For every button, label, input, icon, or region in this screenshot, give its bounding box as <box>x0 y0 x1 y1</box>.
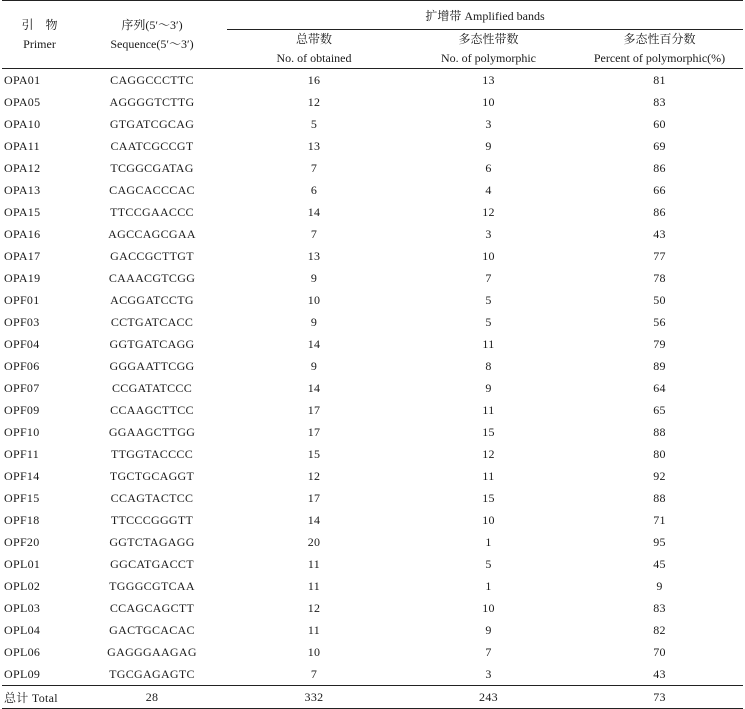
obtained-cell: 5 <box>310 116 318 131</box>
percent-cell: 60 <box>653 116 666 131</box>
table-row <box>2 443 743 465</box>
primer-cell: OPF10 <box>4 424 40 439</box>
total-percent: 73 <box>576 686 743 709</box>
table-row <box>2 223 743 245</box>
table-row <box>2 377 743 399</box>
polymorphic-bands-header <box>401 30 576 69</box>
obtained-cell: 14 <box>307 336 321 351</box>
sequence-cell: CCAGCAGCTT <box>109 600 195 615</box>
obtained-cell: 14 <box>307 204 321 219</box>
primer-cell: OPA05 <box>4 94 41 109</box>
obtained-cell: 9 <box>310 358 318 373</box>
polymorphic-cell: 7 <box>485 644 492 659</box>
primer-cell: OPA11 <box>4 138 40 153</box>
table-row <box>2 553 743 575</box>
percent-cell: 77 <box>653 248 666 263</box>
sequence-cell: TTCCCGGGTT <box>110 512 194 527</box>
polymorphic-cell: 3 <box>485 116 492 131</box>
polymorphic-bands-header-en: No. of polymorphic <box>441 51 536 65</box>
table-row <box>2 135 743 157</box>
sequence-column-header <box>77 1 227 69</box>
primer-cell: OPA19 <box>4 270 41 285</box>
polymorphic-cell: 5 <box>485 314 492 329</box>
table-row <box>2 487 743 509</box>
obtained-cell: 7 <box>310 666 318 681</box>
polymorphic-cell: 3 <box>485 666 492 681</box>
polymorphic-cell: 10 <box>482 512 495 527</box>
obtained-cell: 10 <box>307 644 321 659</box>
table-row <box>2 245 743 267</box>
primer-cell: OPF18 <box>4 512 40 527</box>
polymorphic-cell: 15 <box>482 424 495 439</box>
percent-cell: 92 <box>653 468 666 483</box>
total-polymorphic: 243 <box>401 686 576 709</box>
sequence-cell: CCTGATCACC <box>110 314 194 329</box>
total-obtained: 332 <box>227 686 401 709</box>
primer-cell: OPF20 <box>4 534 40 549</box>
polymorphic-cell: 9 <box>485 380 492 395</box>
percent-cell: 71 <box>653 512 666 527</box>
polymorphic-cell: 12 <box>482 204 495 219</box>
table-row <box>2 619 743 641</box>
table-row <box>2 575 743 597</box>
polymorphic-cell: 11 <box>482 336 495 351</box>
primer-cell: OPF04 <box>4 336 40 351</box>
percent-cell: 86 <box>653 160 666 175</box>
obtained-cell: 10 <box>307 292 321 307</box>
total-row <box>2 686 743 709</box>
table-row <box>2 289 743 311</box>
sequence-cell: CAAACGTCGG <box>108 270 196 285</box>
sequence-cell: TCGGCGATAG <box>110 160 194 175</box>
primer-cell: OPA16 <box>4 226 41 241</box>
polymorphic-cell: 8 <box>485 358 492 373</box>
sequence-header-cn: 序列(5′～3′) <box>121 17 183 32</box>
sequence-cell: GACTGCACAC <box>109 622 195 637</box>
sequence-cell: GGTCTAGAGG <box>109 534 195 549</box>
primer-cell: OPL03 <box>4 600 41 615</box>
primer-cell: OPA12 <box>4 160 41 175</box>
sequence-cell: ACGGATCCTG <box>110 292 194 307</box>
percent-cell: 65 <box>653 402 666 417</box>
total-sequence-count: 28 <box>77 686 227 709</box>
table-row <box>2 69 743 92</box>
percent-cell: 88 <box>653 424 666 439</box>
obtained-cell: 20 <box>307 534 321 549</box>
primer-cell: OPL04 <box>4 622 41 637</box>
obtained-cell: 6 <box>310 182 318 197</box>
polymorphic-cell: 7 <box>485 270 492 285</box>
sequence-cell: AGGGGTCTTG <box>109 94 195 109</box>
obtained-cell: 13 <box>307 138 321 153</box>
percent-cell: 50 <box>653 292 666 307</box>
obtained-cell: 12 <box>307 600 321 615</box>
percent-cell: 9 <box>656 578 663 593</box>
obtained-cell: 14 <box>307 380 321 395</box>
polymorphic-cell: 1 <box>485 578 492 593</box>
percent-cell: 83 <box>653 600 666 615</box>
primer-cell: OPF15 <box>4 490 40 505</box>
table-row <box>2 91 743 113</box>
primer-cell: OPA10 <box>4 116 41 131</box>
obtained-cell: 9 <box>310 270 318 285</box>
sequence-cell: CAGCACCCAC <box>109 182 195 197</box>
table-row <box>2 201 743 223</box>
primer-cell: OPF06 <box>4 358 40 373</box>
percent-cell: 81 <box>653 72 666 87</box>
table-row <box>2 333 743 355</box>
polymorphic-cell: 15 <box>482 490 495 505</box>
percent-polymorphic-header-cn: 多态性百分数 <box>623 32 696 46</box>
polymorphic-cell: 9 <box>485 138 492 153</box>
obtained-cell: 9 <box>310 314 318 329</box>
percent-cell: 43 <box>653 666 666 681</box>
sequence-cell: TTCCGAACCC <box>110 204 194 219</box>
obtained-cell: 11 <box>307 578 321 593</box>
percent-cell: 83 <box>653 94 666 109</box>
sequence-header-en: Sequence(5′～3′) <box>110 36 194 51</box>
primer-cell: OPL02 <box>4 578 41 593</box>
polymorphic-bands-header-cn: 多态性带数 <box>458 32 519 46</box>
primer-cell: OPA01 <box>4 72 41 87</box>
polymorphic-cell: 9 <box>485 622 492 637</box>
obtained-cell: 17 <box>307 490 321 505</box>
percent-cell: 80 <box>653 446 666 461</box>
polymorphic-cell: 4 <box>485 182 492 197</box>
polymorphic-cell: 6 <box>485 160 492 175</box>
table-row <box>2 311 743 333</box>
polymorphic-cell: 10 <box>482 94 495 109</box>
total-bands-header-en: No. of obtained <box>276 51 352 65</box>
primer-header-en: Primer <box>23 36 56 51</box>
sequence-cell: TGCGAGAGTC <box>109 666 195 681</box>
table-row <box>2 509 743 531</box>
percent-polymorphic-header-en: Percent of polymorphic(%) <box>593 51 726 65</box>
total-bands-header <box>227 30 401 69</box>
table-row <box>2 531 743 553</box>
sequence-cell: AGCCAGCGAA <box>108 226 196 241</box>
sequence-cell: TGGGCGTCAA <box>109 578 195 593</box>
percent-cell: 82 <box>653 622 666 637</box>
table-row <box>2 267 743 289</box>
obtained-cell: 14 <box>307 512 321 527</box>
sequence-cell: GACCGCTTGT <box>110 248 194 263</box>
obtained-cell: 7 <box>310 160 318 175</box>
table-row <box>2 597 743 619</box>
table-row <box>2 113 743 135</box>
sequence-cell: GGGAATTCGG <box>109 358 195 373</box>
total-label: 总计 Total <box>2 686 77 709</box>
sequence-cell: CAGGCCCTTC <box>110 72 194 87</box>
percent-cell: 95 <box>653 534 666 549</box>
obtained-cell: 11 <box>307 556 321 571</box>
percent-cell: 86 <box>653 204 666 219</box>
table-row <box>2 663 743 686</box>
amplified-bands-header: 扩增带 Amplified bands <box>227 1 743 30</box>
percent-cell: 45 <box>653 556 666 571</box>
sequence-cell: CCAAGCTTCC <box>110 402 194 417</box>
primer-cell: OPL01 <box>4 556 41 571</box>
primer-cell: OPF09 <box>4 402 40 417</box>
sequence-cell: CCGATATCCC <box>111 380 193 395</box>
obtained-cell: 17 <box>307 402 321 417</box>
table-row <box>2 399 743 421</box>
primer-cell: OPL09 <box>4 666 41 681</box>
table-row <box>2 421 743 443</box>
table-header <box>2 1 743 69</box>
primer-cell: OPF11 <box>4 446 40 461</box>
sequence-cell: CAATCGCCGT <box>110 138 194 153</box>
sequence-cell: CCAGTACTCC <box>110 490 194 505</box>
obtained-cell: 15 <box>307 446 321 461</box>
polymorphic-cell: 11 <box>482 468 495 483</box>
polymorphic-cell: 10 <box>482 600 495 615</box>
polymorphic-cell: 1 <box>485 534 492 549</box>
table-body <box>2 69 743 709</box>
sequence-cell: GGCATGACCT <box>110 556 194 571</box>
primer-cell: OPA15 <box>4 204 41 219</box>
sequence-cell: GGTGATCAGG <box>109 336 195 351</box>
percent-cell: 56 <box>653 314 666 329</box>
table-row <box>2 465 743 487</box>
sequence-cell: TTGGTACCCC <box>110 446 194 461</box>
percent-cell: 88 <box>653 490 666 505</box>
percent-cell: 66 <box>653 182 666 197</box>
sequence-cell: GTGATCGCAG <box>109 116 195 131</box>
polymorphic-cell: 11 <box>482 402 495 417</box>
polymorphic-cell: 5 <box>485 556 492 571</box>
percent-cell: 43 <box>653 226 666 241</box>
percent-cell: 70 <box>653 644 666 659</box>
sequence-cell: GGAAGCTTGG <box>108 424 196 439</box>
obtained-cell: 13 <box>307 248 321 263</box>
obtained-cell: 17 <box>307 424 321 439</box>
percent-cell: 69 <box>653 138 666 153</box>
percent-cell: 89 <box>653 358 666 373</box>
primer-cell: OPF14 <box>4 468 40 483</box>
obtained-cell: 7 <box>310 226 318 241</box>
primer-cell: OPA17 <box>4 248 41 263</box>
sequence-cell: TGCTGCAGGT <box>109 468 195 483</box>
obtained-cell: 11 <box>307 622 321 637</box>
primer-cell: OPF07 <box>4 380 40 395</box>
percent-cell: 64 <box>653 380 666 395</box>
primer-cell: OPA13 <box>4 182 41 197</box>
obtained-cell: 12 <box>307 468 321 483</box>
primer-column-header <box>2 1 77 69</box>
total-bands-header-cn: 总带数 <box>295 32 332 46</box>
polymorphic-cell: 10 <box>482 248 495 263</box>
obtained-cell: 12 <box>307 94 321 109</box>
primer-header-cn: 引 物 <box>21 17 58 32</box>
percent-cell: 78 <box>653 270 666 285</box>
percent-cell: 79 <box>653 336 666 351</box>
obtained-cell: 16 <box>307 72 321 87</box>
sequence-cell: GAGGGAAGAG <box>107 644 197 659</box>
polymorphic-cell: 3 <box>485 226 492 241</box>
primer-cell: OPF01 <box>4 292 40 307</box>
polymorphic-cell: 5 <box>485 292 492 307</box>
table-row <box>2 641 743 663</box>
amplified-bands-table <box>2 0 743 709</box>
table-row <box>2 179 743 201</box>
table-row <box>2 157 743 179</box>
primer-cell: OPF03 <box>4 314 40 329</box>
table-row <box>2 355 743 377</box>
primer-cell: OPL06 <box>4 644 41 659</box>
polymorphic-cell: 12 <box>482 446 495 461</box>
polymorphic-cell: 13 <box>482 72 495 87</box>
percent-polymorphic-header <box>576 30 743 69</box>
